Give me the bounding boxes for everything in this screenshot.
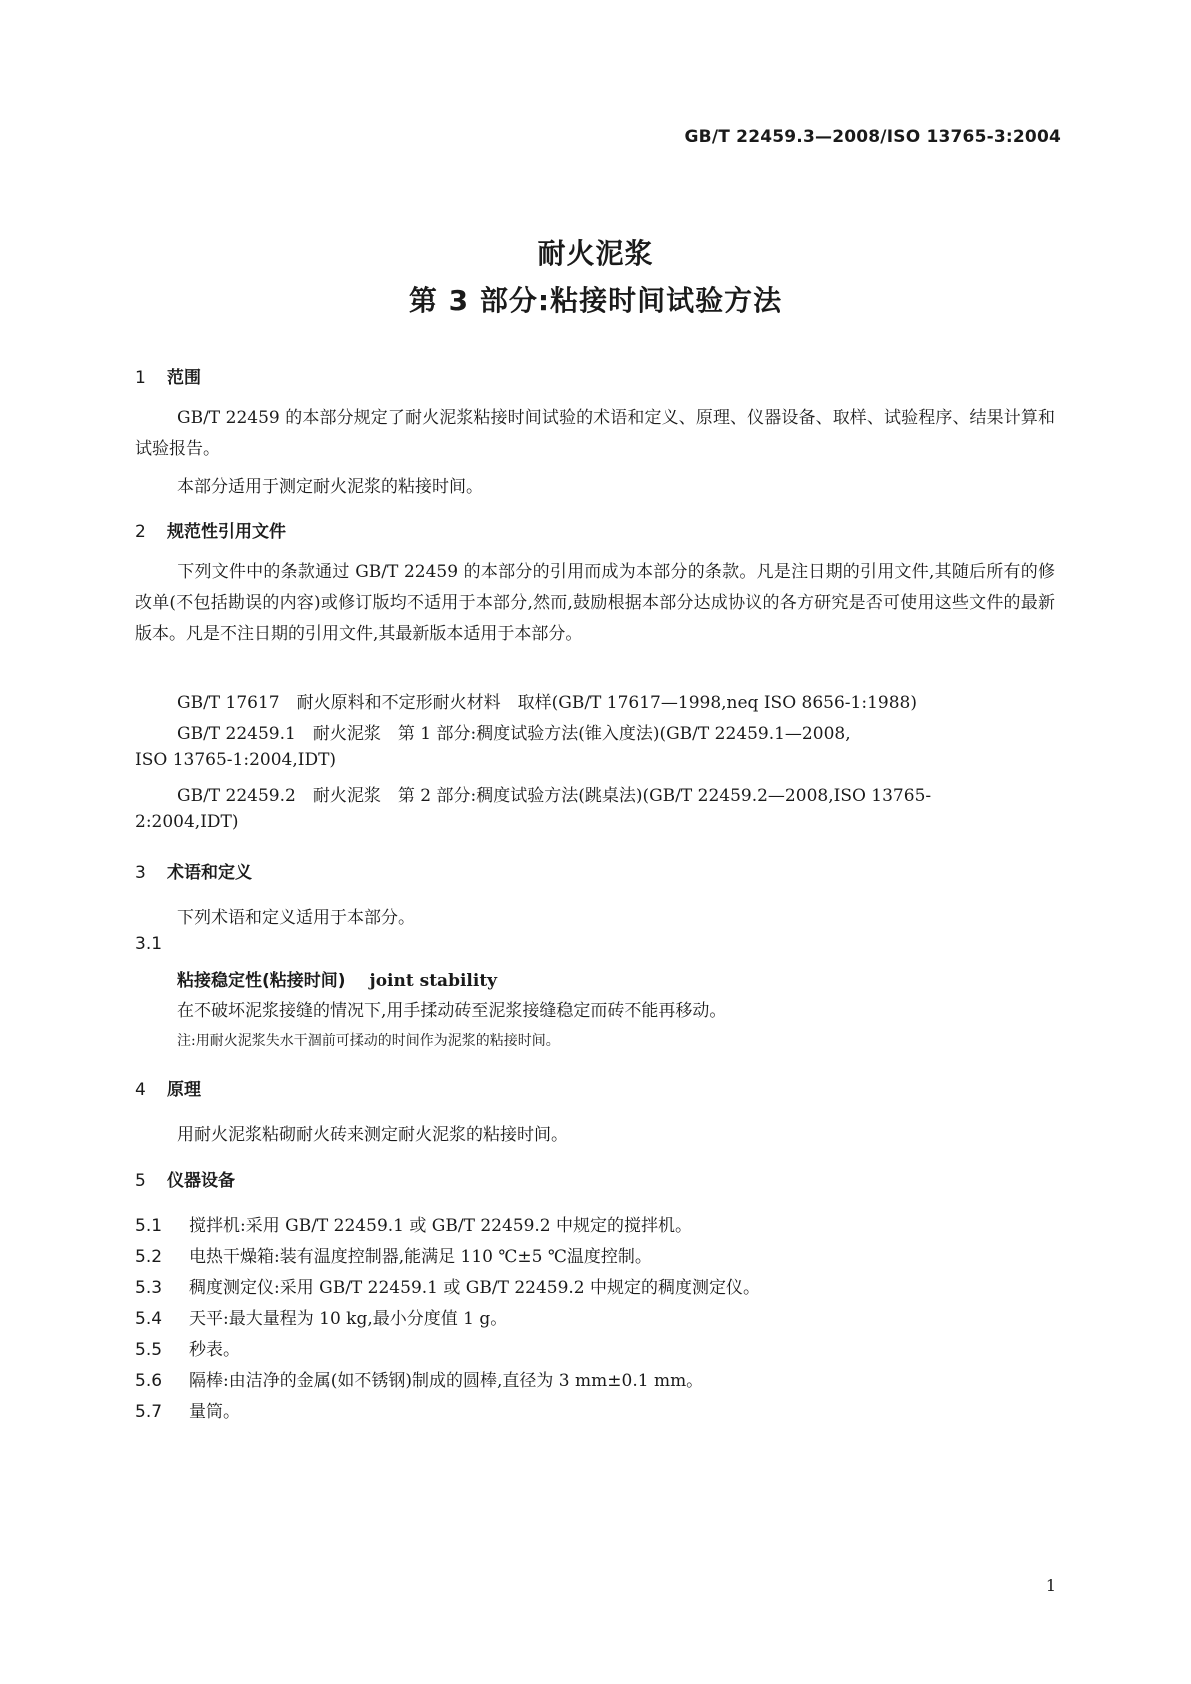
section-title: 规范性引用文件 bbox=[167, 522, 286, 542]
section-title: 术语和定义 bbox=[167, 863, 252, 883]
term-chinese: 粘接稳定性(粘接时间) bbox=[177, 971, 346, 991]
reference-gbt22459-2-line1: GB/T 22459.2 耐火泥浆 第 2 部分:稠度试验方法(跳桌法)(GB/T 22459.2—2008,ISO 13765- bbox=[177, 786, 932, 806]
paragraph-text: GB/T 22459 的本部分规定了耐火泥浆粘接时间试验的术语和定义、原理、仪器设备、取样、试验程序、结果计算和试验报告。 bbox=[135, 408, 1055, 459]
apparatus-item bbox=[135, 1211, 692, 1236]
term-entry bbox=[177, 966, 497, 991]
section-heading-apparatus bbox=[135, 1166, 235, 1191]
reference-gbt22459-2-line2: 2:2004,IDT) bbox=[135, 812, 239, 832]
apparatus-item-text: 稠度测定仪:采用 GB/T 22459.1 或 GB/T 22459.2 中规定的稠度测定仪。 bbox=[189, 1278, 761, 1298]
apparatus-item-text: 隔棒:由洁净的金属(如不锈钢)制成的圆棒,直径为 3 mm±0.1 mm。 bbox=[189, 1371, 704, 1391]
paragraph-references-intro bbox=[135, 557, 1055, 650]
document-title-line2: 第 3 部分:粘接时间试验方法 bbox=[408, 284, 783, 317]
apparatus-item bbox=[135, 1273, 760, 1298]
section-title: 仪器设备 bbox=[167, 1171, 235, 1191]
apparatus-item bbox=[135, 1397, 240, 1422]
document-title-line1: 耐火泥浆 bbox=[537, 237, 654, 270]
section-number: 5 bbox=[135, 1171, 146, 1191]
paragraph-principle: 用耐火泥浆粘砌耐火砖来测定耐火泥浆的粘接时间。 bbox=[177, 1125, 568, 1145]
section-title: 原理 bbox=[167, 1080, 201, 1100]
page-number: 1 bbox=[1045, 1576, 1056, 1595]
reference-gbt22459-1-line2: ISO 13765-1:2004,IDT) bbox=[135, 750, 337, 770]
apparatus-item bbox=[135, 1366, 703, 1391]
apparatus-item-text: 量筒。 bbox=[189, 1402, 240, 1422]
term-definition: 在不破坏泥浆接缝的情况下,用手揉动砖至泥浆接缝稳定而砖不能再移动。 bbox=[177, 1001, 727, 1021]
paragraph-scope-2: 本部分适用于测定耐火泥浆的粘接时间。 bbox=[177, 477, 483, 497]
apparatus-item-number: 5.2 bbox=[135, 1247, 163, 1267]
section-number: 4 bbox=[135, 1080, 146, 1100]
section-number: 2 bbox=[135, 522, 146, 542]
apparatus-item-number: 5.6 bbox=[135, 1371, 163, 1391]
apparatus-item-text: 秒表。 bbox=[189, 1340, 240, 1360]
apparatus-item-number: 5.4 bbox=[135, 1309, 163, 1329]
reference-gbt22459-1-line1: GB/T 22459.1 耐火泥浆 第 1 部分:稠度试验方法(锥入度法)(GB/T 22459.1—2008, bbox=[177, 724, 851, 744]
section-title: 范围 bbox=[167, 368, 201, 388]
apparatus-item bbox=[135, 1304, 507, 1329]
term-note: 注:用耐火泥浆失水干涸前可揉动的时间作为泥浆的粘接时间。 bbox=[177, 1033, 560, 1049]
section-heading-scope bbox=[135, 363, 201, 388]
apparatus-item-text: 电热干燥箱:装有温度控制器,能满足 110 ℃±5 ℃温度控制。 bbox=[189, 1247, 652, 1267]
section-heading-terms bbox=[135, 858, 252, 883]
clause-number: 3.1 bbox=[135, 934, 163, 954]
paragraph-terms-intro: 下列术语和定义适用于本部分。 bbox=[177, 908, 415, 928]
section-number: 1 bbox=[135, 368, 146, 388]
paragraph-scope-1 bbox=[135, 403, 1055, 465]
reference-gbt17617: GB/T 17617 耐火原料和不定形耐火材料 取样(GB/T 17617—1998,neq ISO 8656-1:1988) bbox=[177, 693, 917, 713]
apparatus-item-number: 5.7 bbox=[135, 1402, 163, 1422]
apparatus-item bbox=[135, 1335, 240, 1360]
apparatus-item-number: 5.1 bbox=[135, 1216, 163, 1236]
apparatus-item-text: 搅拌机:采用 GB/T 22459.1 或 GB/T 22459.2 中规定的搅拌机。 bbox=[189, 1216, 693, 1236]
apparatus-item-text: 天平:最大量程为 10 kg,最小分度值 1 g。 bbox=[189, 1309, 508, 1329]
apparatus-item-number: 5.3 bbox=[135, 1278, 163, 1298]
section-heading-normative-references bbox=[135, 517, 286, 542]
section-number: 3 bbox=[135, 863, 146, 883]
apparatus-item-number: 5.5 bbox=[135, 1340, 163, 1360]
apparatus-item bbox=[135, 1242, 652, 1267]
term-english: joint stability bbox=[369, 971, 498, 991]
standard-code: GB/T 22459.3—2008/ISO 13765-3:2004 bbox=[684, 127, 1061, 147]
paragraph-text: 下列文件中的条款通过 GB/T 22459 的本部分的引用而成为本部分的条款。凡是注日期的引用文件,其随后所有的修改单(不包括勘误的内容)或修订版均不适用于本部分,然而,鼓励根据本部分达成协议的各方研究是否可使用这些文件的最新版本。凡是不注日期的引用文件,其最新版本适用于本部分。 bbox=[135, 562, 1055, 644]
section-heading-principle bbox=[135, 1075, 201, 1100]
